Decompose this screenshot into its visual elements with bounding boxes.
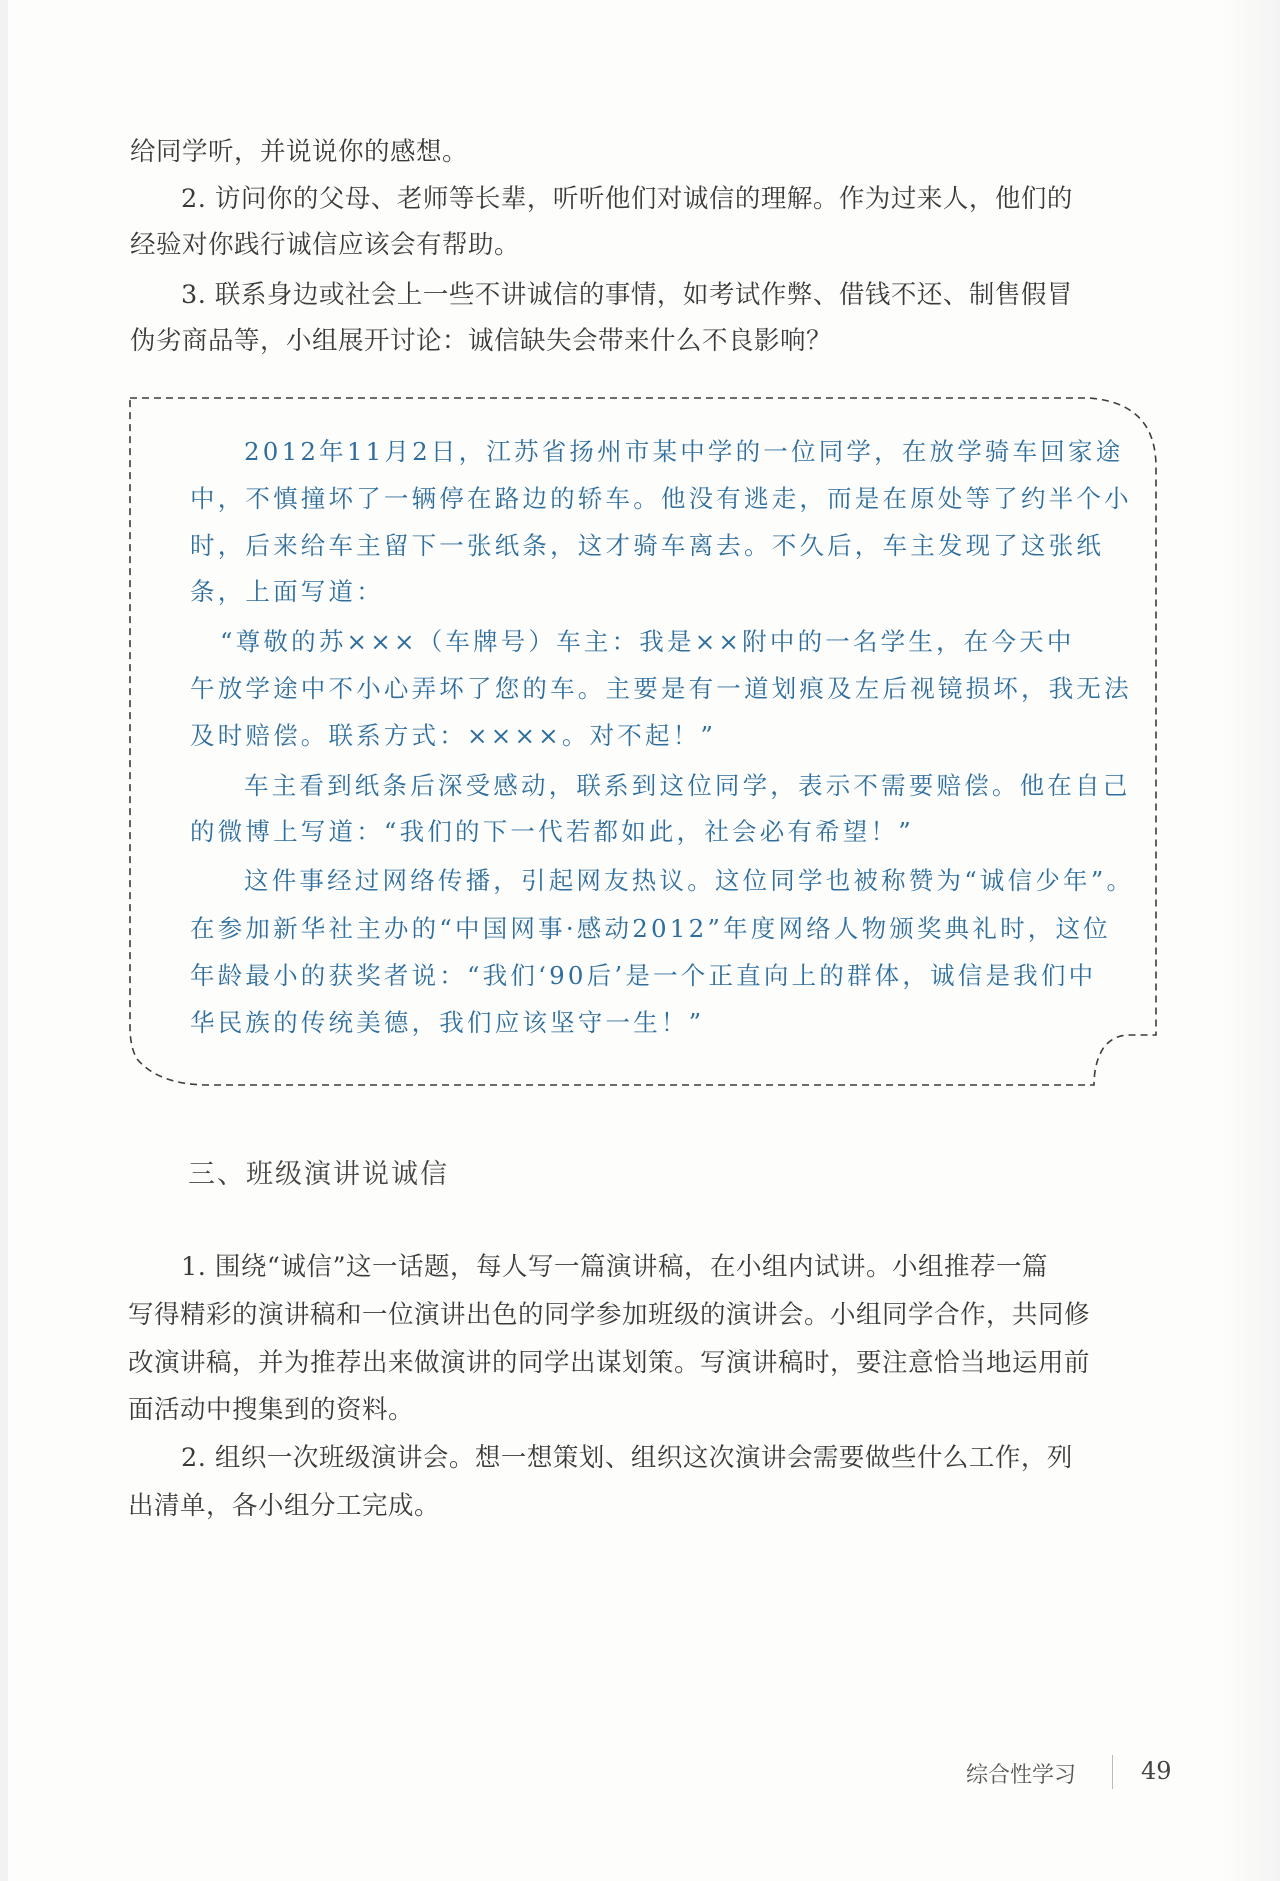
page-left-edge [0, 0, 8, 1881]
story-line: 中，不慎撞坏了一辆停在路边的轿车。他没有逃走，而是在原处等了约半个小 [190, 484, 1132, 513]
paragraph-line: 写得精彩的演讲稿和一位演讲出色的同学参加班级的演讲会。小组同学合作，共同修 [128, 1300, 1091, 1330]
story-line: 条，上面写道： [190, 577, 384, 606]
section-heading: 三、班级演讲说诚信 [188, 1159, 449, 1190]
paragraph-line: 伪劣商品等，小组展开讨论：诚信缺失会带来什么不良影响？ [130, 326, 833, 356]
footer-section-label: 综合性学习 [966, 1763, 1077, 1788]
paragraph-line: 给同学听，并说说你的感想。 [130, 137, 469, 167]
footer-divider [1112, 1755, 1113, 1789]
paragraph-line: 2. 组织一次班级演讲会。想一想策划、组织这次演讲会需要做些什么工作，列 [181, 1443, 1073, 1473]
paragraph-line: 2. 访问你的父母、老师等长辈，听听他们对诚信的理解。作为过来人，他们的 [181, 184, 1073, 214]
paragraph-line: 面活动中搜集到的资料。 [128, 1395, 415, 1425]
story-line: 车主看到纸条后深受感动，联系到这位同学，表示不需要赔偿。他在自己 [244, 771, 1131, 800]
story-line: 年龄最小的获奖者说：“我们‘90后’是一个正直向上的群体，诚信是我们中 [190, 961, 1097, 990]
story-line: 在参加新华社主办的“中国网事·感动2012”年度网络人物颁奖典礼时，这位 [190, 914, 1111, 943]
story-line: 2012年11月2日，江苏省扬州市某中学的一位同学，在放学骑车回家途 [244, 437, 1124, 466]
story-line: 午放学途中不小心弄坏了您的车。主要是有一道划痕及左后视镜损坏，我无法 [190, 674, 1132, 703]
page-right-shadow [1220, 0, 1280, 1881]
paragraph-line: 改演讲稿，并为推荐出来做演讲的同学出谋划策。写演讲稿时，要注意恰当地运用前 [128, 1348, 1091, 1378]
story-line: 时，后来给车主留下一张纸条，这才骑车离去。不久后，车主发现了这张纸 [190, 531, 1105, 560]
paragraph-line: 出清单，各小组分工完成。 [128, 1491, 441, 1521]
paragraph-line: 3. 联系身边或社会上一些不讲诚信的事情，如考试作弊、借钱不还、制售假冒 [181, 280, 1073, 310]
paragraph-line: 经验对你践行诚信应该会有帮助。 [130, 230, 521, 260]
story-line: 及时赔偿。联系方式：××××。对不起！” [190, 721, 717, 750]
page-number: 49 [1141, 1757, 1172, 1785]
paragraph-line: 1. 围绕“诚信”这一话题，每人写一篇演讲稿，在小组内试讲。小组推荐一篇 [181, 1252, 1049, 1282]
story-line: 这件事经过网络传播，引起网友热议。这位同学也被称赞为“诚信少年”。 [244, 866, 1135, 895]
story-line: 的微博上写道：“我们的下一代若都如此，社会必有希望！” [190, 817, 914, 846]
story-line: “尊敬的苏×××（车牌号）车主：我是××附中的一名学生，在今天中 [220, 627, 1075, 656]
story-line: 华民族的传统美德，我们应该坚守一生！” [190, 1008, 705, 1037]
